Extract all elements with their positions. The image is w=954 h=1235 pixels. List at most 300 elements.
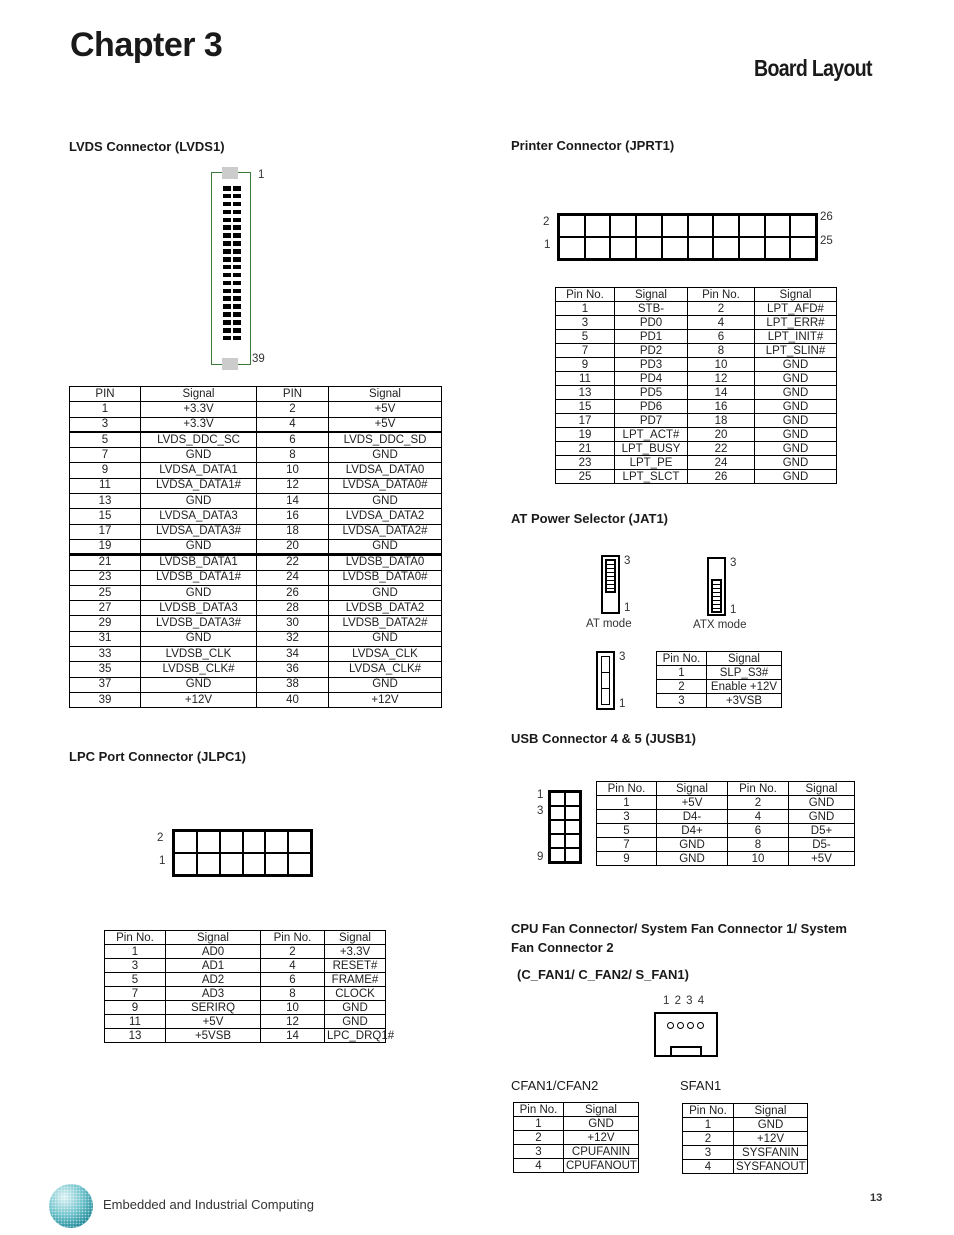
table-cell: 21 — [556, 442, 615, 456]
table-cell: 10 — [261, 1001, 325, 1015]
printer-label-26: 26 — [820, 211, 833, 223]
cfan-title: CFAN1/CFAN2 — [511, 1078, 599, 1093]
table-cell: 25 — [70, 585, 141, 600]
table-row — [514, 1159, 639, 1173]
lvds-pin-row — [223, 304, 243, 309]
table-cell: PD3 — [615, 358, 688, 372]
table-cell: 32 — [257, 631, 329, 646]
jumper-cap — [605, 559, 616, 593]
table-cell: GND — [141, 585, 257, 600]
table-cell: 28 — [257, 601, 329, 616]
fan-pin — [697, 1022, 704, 1029]
table-cell: 7 — [105, 987, 166, 1001]
table-cell: 2 — [657, 680, 707, 694]
connector-pin-cell — [739, 237, 765, 259]
table-cell: 13 — [70, 494, 141, 509]
lvds-pin-39-label: 39 — [252, 353, 265, 365]
table-cell: 11 — [556, 372, 615, 386]
table-cell: 12 — [261, 1015, 325, 1029]
table-cell: 2 — [514, 1131, 564, 1145]
lvds-pin-array — [223, 186, 243, 344]
connector-pin-cell — [688, 237, 714, 259]
table-row — [597, 824, 855, 838]
column-header: Signal — [615, 288, 688, 302]
table-cell: 2 — [257, 402, 329, 417]
lvds-pin — [223, 186, 231, 191]
table-cell: LVDSB_DATA2 — [329, 601, 442, 616]
connector-pin-cell — [288, 831, 311, 853]
at-mode-pin3: 3 — [624, 555, 631, 567]
table-cell: 15 — [556, 400, 615, 414]
table-cell: 1 — [657, 666, 707, 680]
table-cell: 12 — [688, 372, 755, 386]
table-cell: 7 — [556, 344, 615, 358]
table-cell: 18 — [257, 524, 329, 539]
usb-pin-table — [596, 781, 855, 866]
table-cell: CPUFANOUT — [564, 1159, 639, 1173]
table-cell: AD3 — [166, 987, 261, 1001]
table-cell: 9 — [105, 1001, 166, 1015]
table-cell: GND — [329, 677, 442, 692]
table-cell: LPT_ERR# — [755, 316, 837, 330]
table-cell: PD1 — [615, 330, 688, 344]
table-row — [70, 677, 442, 692]
lpc-heading: LPC Port Connector (JLPC1) — [69, 749, 246, 764]
table-cell: 3 — [70, 417, 141, 432]
cfan-pin-table — [513, 1102, 639, 1173]
table-cell: LVDSB_DATA2# — [329, 616, 442, 631]
table-row — [597, 810, 855, 824]
table-cell: GND — [755, 386, 837, 400]
lvds-pin — [223, 218, 231, 223]
table-cell: LPT_ACT# — [615, 428, 688, 442]
table-cell: LVDSB_DATA0 — [329, 555, 442, 570]
table-cell: 4 — [683, 1160, 734, 1174]
table-cell: GND — [755, 358, 837, 372]
table-cell: 8 — [688, 344, 755, 358]
table-cell: LPT_INIT# — [755, 330, 837, 344]
table-row — [105, 1001, 386, 1015]
connector-pin-cell — [765, 215, 791, 237]
table-cell: LPC_DRQ1# — [325, 1029, 386, 1043]
column-header: Signal — [564, 1103, 639, 1117]
table-row — [683, 1146, 808, 1160]
table-cell: 11 — [70, 478, 141, 493]
company-logo — [48, 1183, 94, 1229]
table-cell: 17 — [556, 414, 615, 428]
table-cell: AD1 — [166, 959, 261, 973]
table-cell: FRAME# — [325, 973, 386, 987]
connector-pin-cell — [550, 848, 565, 862]
lvds-pin — [223, 336, 231, 341]
table-cell: 3 — [556, 316, 615, 330]
fan-pin — [677, 1022, 684, 1029]
column-header: Pin No. — [688, 288, 755, 302]
table-cell: 39 — [70, 692, 141, 707]
table-cell: LVDSA_DATA2# — [329, 524, 442, 539]
table-cell: SYSFANIN — [734, 1146, 808, 1160]
lvds-pin — [223, 225, 231, 230]
table-cell: GND — [564, 1117, 639, 1131]
lvds-pin-row — [223, 186, 243, 191]
table-cell: +5V — [329, 417, 442, 432]
lvds-pin — [233, 265, 241, 270]
table-cell: LVDSA_DATA2 — [329, 509, 442, 524]
table-cell: 33 — [70, 647, 141, 662]
table-cell: 16 — [688, 400, 755, 414]
table-row — [105, 945, 386, 959]
table-cell: 23 — [556, 456, 615, 470]
table-cell: 7 — [597, 838, 657, 852]
table-cell: 8 — [261, 987, 325, 1001]
table-cell: GND — [755, 470, 837, 484]
column-header: Signal — [329, 387, 442, 402]
table-cell: 2 — [261, 945, 325, 959]
table-cell: +12V — [329, 692, 442, 707]
table-cell: LVDSA_CLK — [329, 647, 442, 662]
column-header: PIN — [257, 387, 329, 402]
lvds-latch-top — [222, 167, 238, 179]
connector-pin-cell — [550, 792, 565, 806]
lvds-pin — [233, 210, 241, 215]
table-row — [657, 694, 782, 708]
lvds-pin — [223, 202, 231, 207]
table-cell: D5- — [789, 838, 855, 852]
table-cell: STB- — [615, 302, 688, 316]
lvds-pin-row — [223, 328, 243, 333]
table-cell: 3 — [657, 694, 707, 708]
connector-pin-cell — [610, 215, 636, 237]
table-cell: GND — [789, 796, 855, 810]
lvds-pin — [223, 194, 231, 199]
lvds-pin — [223, 289, 231, 294]
printer-connector-diagram — [557, 213, 818, 261]
connector-pin-cell — [197, 853, 220, 875]
table-cell: +5V — [329, 402, 442, 417]
table-cell: GND — [325, 1015, 386, 1029]
table-cell: GND — [755, 456, 837, 470]
table-cell: PD5 — [615, 386, 688, 400]
table-row — [105, 1015, 386, 1029]
table-row — [70, 417, 442, 432]
table-row — [70, 494, 442, 509]
table-row — [556, 302, 837, 316]
table-cell: 10 — [688, 358, 755, 372]
table-row — [556, 358, 837, 372]
usb-label-1: 1 — [537, 789, 544, 801]
column-header: Signal — [734, 1104, 808, 1118]
connector-pin-cell — [174, 853, 197, 875]
lvds-pin — [223, 312, 231, 317]
jat1-pin3-label: 3 — [619, 651, 626, 663]
lvds-pin — [233, 186, 241, 191]
table-cell: LVDSB_CLK# — [141, 662, 257, 677]
connector-pin-cell — [565, 820, 580, 834]
table-row — [70, 509, 442, 524]
lvds-pin — [233, 304, 241, 309]
lpc-label-1: 1 — [159, 855, 166, 867]
table-cell: GND — [755, 372, 837, 386]
connector-pin-cell — [265, 831, 288, 853]
connector-pin-cell — [585, 215, 611, 237]
table-cell: 1 — [683, 1118, 734, 1132]
table-cell: +3.3V — [325, 945, 386, 959]
table-row — [70, 432, 442, 447]
table-cell: SLP_S3# — [707, 666, 782, 680]
table-row — [70, 647, 442, 662]
table-cell: GND — [755, 414, 837, 428]
table-row — [556, 344, 837, 358]
table-cell: 24 — [688, 456, 755, 470]
table-cell: 3 — [105, 959, 166, 973]
table-cell: LVDSA_DATA3# — [141, 524, 257, 539]
connector-pin-cell — [636, 215, 662, 237]
table-cell: LVDSA_DATA0 — [329, 463, 442, 478]
column-header: Signal — [657, 782, 728, 796]
table-cell: 9 — [70, 463, 141, 478]
column-header: Signal — [325, 931, 386, 945]
fan-subheading: (C_FAN1/ C_FAN2/ S_FAN1) — [517, 967, 689, 982]
table-cell: CPUFANIN — [564, 1145, 639, 1159]
table-cell: 17 — [70, 524, 141, 539]
lvds-heading: LVDS Connector (LVDS1) — [69, 139, 225, 154]
table-cell: 2 — [688, 302, 755, 316]
table-row — [70, 631, 442, 646]
column-header: Pin No. — [728, 782, 789, 796]
table-row — [514, 1131, 639, 1145]
connector-pin-cell — [565, 848, 580, 862]
table-cell: GND — [755, 442, 837, 456]
connector-pin-cell — [713, 237, 739, 259]
table-cell: 4 — [257, 417, 329, 432]
connector-pin-cell — [559, 237, 585, 259]
usb-label-3: 3 — [537, 805, 544, 817]
at-mode-pin1: 1 — [624, 602, 631, 614]
table-cell: PD4 — [615, 372, 688, 386]
table-cell: 6 — [688, 330, 755, 344]
table-row — [105, 959, 386, 973]
atx-mode-jumper — [707, 557, 726, 616]
table-cell: 26 — [688, 470, 755, 484]
column-header: Pin No. — [683, 1104, 734, 1118]
column-header: Signal — [707, 652, 782, 666]
lvds-pin-1-label: 1 — [258, 169, 265, 181]
table-row — [556, 330, 837, 344]
lvds-pin-row — [223, 210, 243, 215]
lvds-pin — [233, 249, 241, 254]
table-cell: 6 — [728, 824, 789, 838]
atx-mode-pin3: 3 — [730, 557, 737, 569]
fan-pin-row — [667, 1022, 704, 1029]
column-header: Pin No. — [105, 931, 166, 945]
usb-heading: USB Connector 4 & 5 (JUSB1) — [511, 731, 696, 746]
lvds-pin-row — [223, 273, 243, 278]
fan-pins-label: 1 2 3 4 — [663, 995, 706, 1007]
table-cell: 1 — [556, 302, 615, 316]
lvds-pin-row — [223, 312, 243, 317]
table-row — [683, 1132, 808, 1146]
table-cell: 8 — [728, 838, 789, 852]
lpc-pin-table — [104, 930, 395, 1043]
table-cell: GND — [329, 585, 442, 600]
table-row — [514, 1145, 639, 1159]
column-header: Pin No. — [514, 1103, 564, 1117]
table-cell: LVDSB_DATA1 — [141, 555, 257, 570]
table-cell: LVDSB_DATA1# — [141, 570, 257, 585]
table-row — [556, 372, 837, 386]
lvds-pin — [233, 320, 241, 325]
table-cell: 10 — [728, 852, 789, 866]
table-cell: 2 — [728, 796, 789, 810]
connector-pin-cell — [739, 215, 765, 237]
table-row — [70, 402, 442, 417]
column-header: Signal — [141, 387, 257, 402]
table-row — [70, 601, 442, 616]
atx-mode-label: ATX mode — [693, 619, 747, 631]
table-cell: LPT_PE — [615, 456, 688, 470]
table-cell: 14 — [261, 1029, 325, 1043]
table-cell: D5+ — [789, 824, 855, 838]
table-cell: LVDSA_CLK# — [329, 662, 442, 677]
column-header: Signal — [789, 782, 855, 796]
lvds-pin — [233, 202, 241, 207]
table-cell: 36 — [257, 662, 329, 677]
table-cell: RESET# — [325, 959, 386, 973]
table-cell: +5V — [166, 1015, 261, 1029]
table-cell: LVDSB_DATA3 — [141, 601, 257, 616]
table-cell: 8 — [257, 448, 329, 463]
column-header: Pin No. — [597, 782, 657, 796]
table-cell: LPT_SLIN# — [755, 344, 837, 358]
table-cell: AD0 — [166, 945, 261, 959]
table-row — [514, 1117, 639, 1131]
table-row — [70, 570, 442, 585]
lvds-pin-row — [223, 249, 243, 254]
table-row — [556, 470, 837, 484]
table-cell: D4- — [657, 810, 728, 824]
lpc-connector-diagram — [172, 829, 313, 877]
table-cell: 4 — [688, 316, 755, 330]
table-cell: 13 — [556, 386, 615, 400]
connector-pin-cell — [790, 215, 816, 237]
lvds-pin — [223, 233, 231, 238]
table-cell: 15 — [70, 509, 141, 524]
table-cell: GND — [141, 539, 257, 554]
table-cell: 13 — [105, 1029, 166, 1043]
connector-pin-cell — [610, 237, 636, 259]
fan-heading-line2: Fan Connector 2 — [511, 940, 614, 955]
column-header: Signal — [755, 288, 837, 302]
table-cell: 19 — [556, 428, 615, 442]
atx-mode-pin1: 1 — [730, 604, 737, 616]
table-cell: 31 — [70, 631, 141, 646]
column-header: Pin No. — [261, 931, 325, 945]
table-row — [597, 838, 855, 852]
table-cell: GND — [789, 810, 855, 824]
table-cell: 34 — [257, 647, 329, 662]
table-cell: LVDS_DDC_SC — [141, 432, 257, 447]
lvds-pin-row — [223, 194, 243, 199]
section-title: Board Layout — [754, 55, 872, 81]
table-row — [597, 796, 855, 810]
lvds-pin — [223, 304, 231, 309]
column-header: Pin No. — [556, 288, 615, 302]
lvds-pin-row — [223, 202, 243, 207]
connector-pin-cell — [174, 831, 197, 853]
connector-pin-cell — [585, 237, 611, 259]
connector-pin-cell — [550, 820, 565, 834]
table-cell: +5V — [789, 852, 855, 866]
table-cell: 3 — [683, 1146, 734, 1160]
table-cell: GND — [329, 631, 442, 646]
table-cell: PD0 — [615, 316, 688, 330]
lvds-pin — [223, 296, 231, 301]
at-power-heading: AT Power Selector (JAT1) — [511, 511, 668, 526]
table-cell: PD2 — [615, 344, 688, 358]
chapter-title: Chapter 3 — [70, 26, 223, 64]
table-cell: +3.3V — [141, 417, 257, 432]
at-mode-label: AT mode — [586, 618, 632, 630]
table-row — [70, 616, 442, 631]
table-cell: GND — [755, 400, 837, 414]
table-cell: 25 — [556, 470, 615, 484]
table-cell: 19 — [70, 539, 141, 554]
table-row — [70, 463, 442, 478]
table-row — [556, 428, 837, 442]
table-cell: +5V — [657, 796, 728, 810]
lvds-pin — [233, 241, 241, 246]
connector-pin-cell — [265, 853, 288, 875]
table-cell: LPT_AFD# — [755, 302, 837, 316]
table-cell: GND — [329, 539, 442, 554]
table-cell: 9 — [556, 358, 615, 372]
table-cell: 5 — [597, 824, 657, 838]
table-cell: SYSFANOUT — [734, 1160, 808, 1174]
table-cell: LVDSA_DATA1# — [141, 478, 257, 493]
fan-pin — [687, 1022, 694, 1029]
table-cell: 4 — [728, 810, 789, 824]
printer-pin-table — [555, 287, 837, 484]
lvds-pin-row — [223, 218, 243, 223]
table-cell: 1 — [70, 402, 141, 417]
lvds-pin-row — [223, 336, 243, 341]
table-cell: 4 — [261, 959, 325, 973]
lvds-pin-row — [223, 281, 243, 286]
table-cell: 6 — [257, 432, 329, 447]
connector-pin-cell — [565, 806, 580, 820]
table-cell: 12 — [257, 478, 329, 493]
usb-label-9: 9 — [537, 851, 544, 863]
printer-heading: Printer Connector (JPRT1) — [511, 138, 675, 153]
table-row — [70, 585, 442, 600]
table-cell: 22 — [688, 442, 755, 456]
connector-pin-cell — [559, 215, 585, 237]
lvds-pin — [233, 225, 241, 230]
table-cell: 3 — [597, 810, 657, 824]
lvds-pin-row — [223, 320, 243, 325]
table-row — [657, 666, 782, 680]
lvds-pin — [233, 289, 241, 294]
table-cell: 16 — [257, 509, 329, 524]
table-cell: 11 — [105, 1015, 166, 1029]
sfan-title: SFAN1 — [680, 1078, 722, 1093]
table-row — [70, 524, 442, 539]
connector-pin-cell — [197, 831, 220, 853]
table-cell: Enable +12V — [707, 680, 782, 694]
table-cell: GND — [141, 448, 257, 463]
usb-connector-diagram — [548, 790, 582, 864]
lvds-pin — [223, 241, 231, 246]
